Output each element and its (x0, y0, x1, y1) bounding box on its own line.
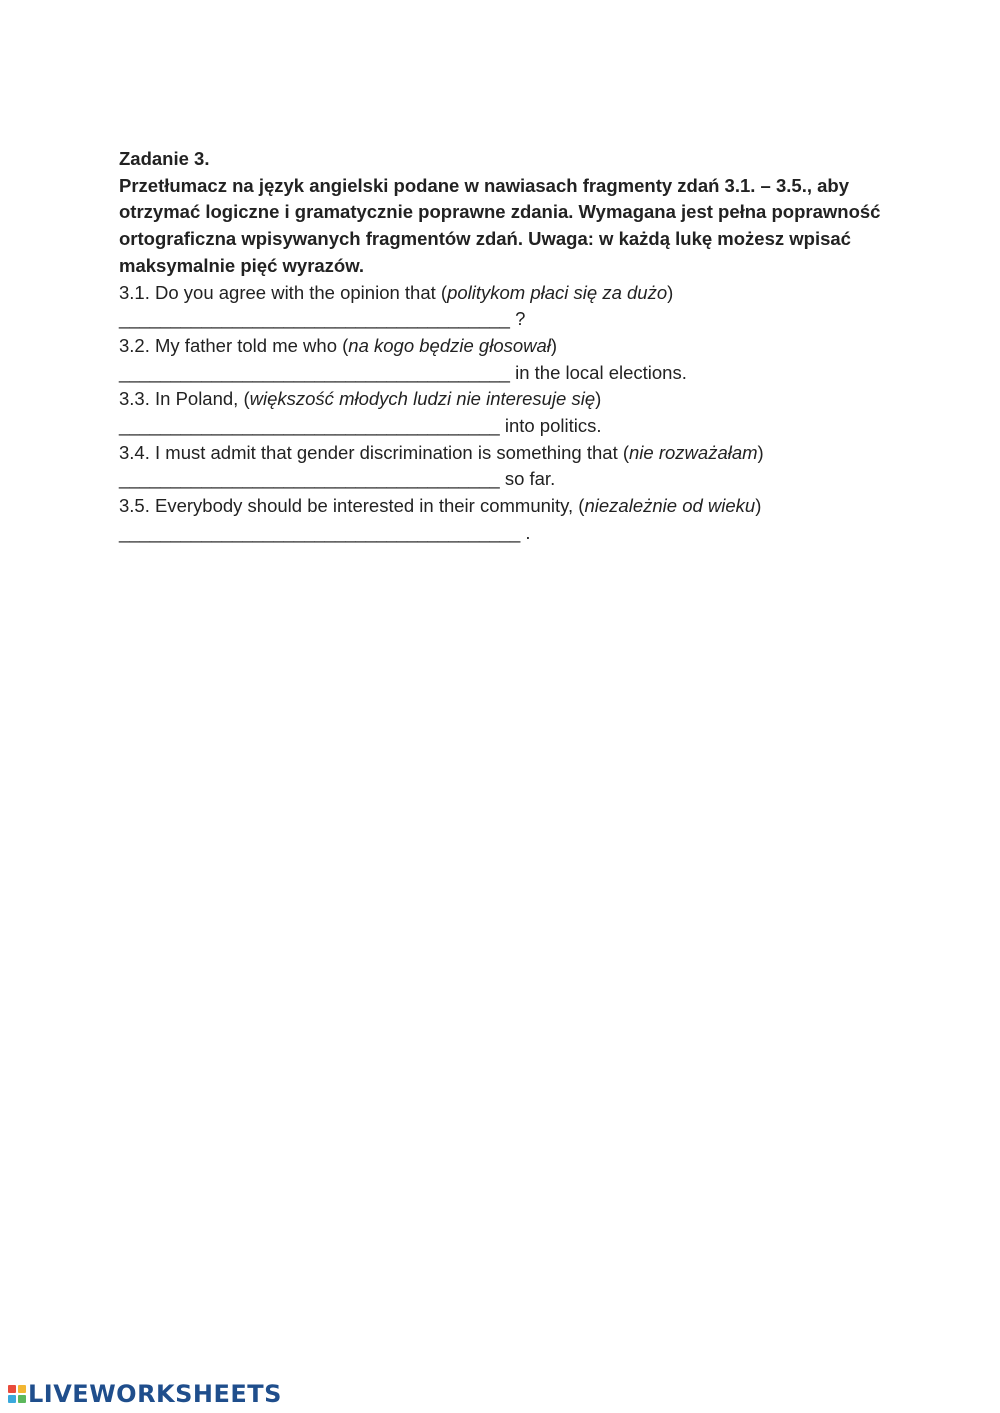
item-3-2-answer-line: ______________________________________ in the local elections. (119, 361, 687, 383)
item-3-3-prompt: 3.3. In Poland, (większość młodych ludzi nie interesuje się) (119, 388, 602, 410)
item-3-2-prompt: 3.2. My father told me who (na kogo będzie głosował) (119, 334, 558, 356)
item-3-4-hint: nie rozważałam (629, 441, 758, 463)
instruction-line: maksymalnie pięć wyrazów. (119, 254, 365, 276)
item-3-2-hint: na kogo będzie głosował (348, 334, 551, 356)
instruction-line: Przetłumacz na język angielski podane w nawiasach fragmenty zdań 3.1. – 3.5., aby (119, 174, 850, 196)
item-3-3-blank[interactable]: _____________________________________ (119, 415, 500, 437)
liveworksheets-logo-icon (8, 1385, 26, 1403)
item-3-3-answer-line: _____________________________________ into politics. (119, 415, 602, 437)
item-3-1-hint: politykom płaci się za dużo (447, 281, 668, 303)
task-title: Zadanie 3. (119, 148, 210, 169)
footer-branding (8, 1379, 282, 1409)
item-3-5-prompt: 3.5. Everybody should be interested in their community, (niezależnie od wieku) (119, 495, 762, 517)
item-3-5-hint: niezależnie od wieku (584, 495, 756, 517)
instruction-line: ortograficzna wpisywanych fragmentów zdań. Uwaga: w każdą lukę możesz wpisać (119, 228, 851, 250)
item-3-1-answer-line: ______________________________________ ? (119, 308, 526, 330)
item-3-1-prompt: 3.1. Do you agree with the opinion that (politykom płaci się za dużo) (119, 281, 674, 303)
item-3-3-hint: większość młodych ludzi nie interesuje się (249, 388, 596, 410)
item-3-4-blank[interactable]: _____________________________________ (119, 468, 500, 490)
item-3-1-blank[interactable]: ______________________________________ (119, 308, 510, 330)
instruction-line: otrzymać logiczne i gramatycznie poprawne zdania. Wymagana jest pełna poprawność (119, 201, 881, 223)
brand-name: LIVEWORKSHEETS (28, 1380, 282, 1408)
item-3-5-blank[interactable]: _______________________________________ (119, 521, 521, 543)
item-3-2-blank[interactable]: ______________________________________ (119, 361, 510, 383)
item-3-4-answer-line: _____________________________________ so far. (119, 468, 556, 490)
task-content (119, 146, 889, 547)
item-3-4-prompt: 3.4. I must admit that gender discrimination is something that (nie rozważałam) (119, 441, 764, 463)
item-3-5-answer-line: _______________________________________ . (119, 521, 531, 543)
